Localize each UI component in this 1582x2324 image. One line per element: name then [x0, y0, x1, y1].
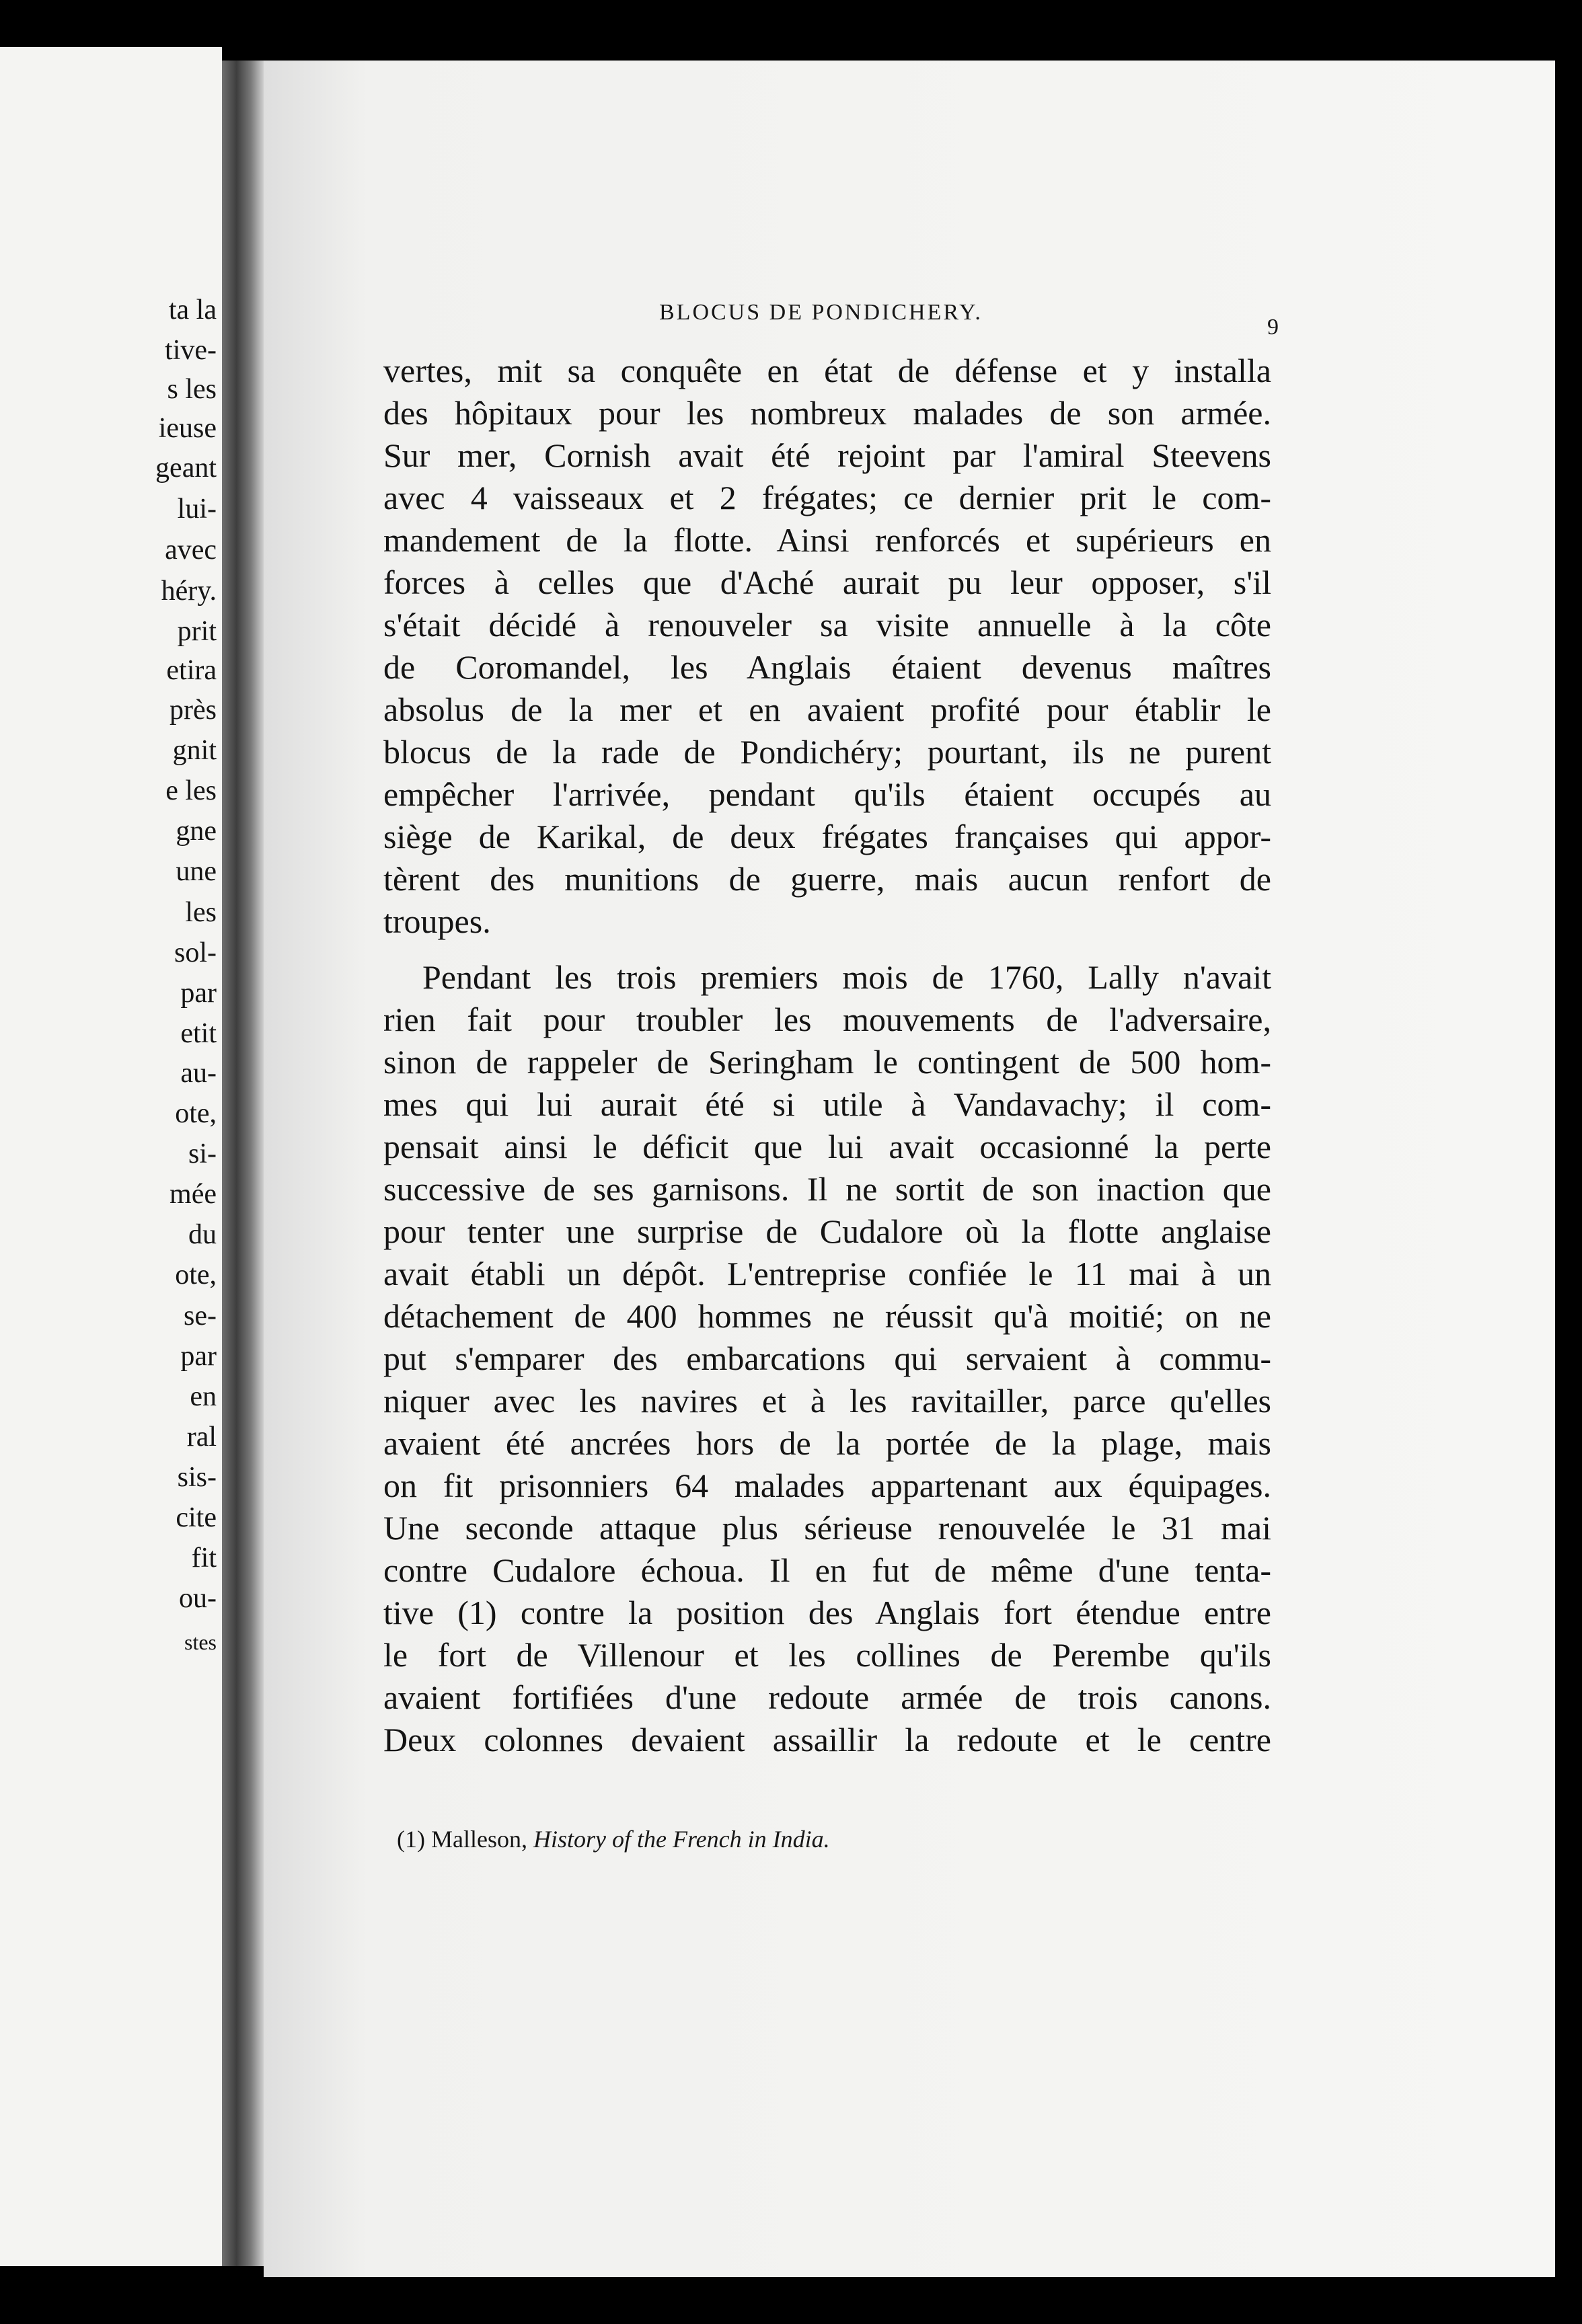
text-line: mandement de la flotte. Ainsi renforcés et supérieurs en — [383, 521, 1271, 559]
facing-page-word-fragment: ta la — [168, 295, 217, 325]
facing-page-word-fragment: etira — [166, 655, 217, 686]
facing-page-word-fragment: au- — [180, 1058, 217, 1089]
facing-page-word-fragment: avec — [165, 535, 217, 566]
text-line: put s'emparer des embarcations qui servaient à commu- — [383, 1340, 1271, 1377]
facing-page-word-fragment: ou- — [179, 1583, 217, 1614]
facing-page-word-fragment: e les — [165, 775, 217, 806]
text-line: tive (1) contre la position des Anglais fort étendue entre — [383, 1594, 1271, 1631]
facing-page-word-fragment: par — [180, 1341, 217, 1372]
facing-page-word-fragment: geant — [155, 453, 217, 483]
text-line: absolus de la mer et en avaient profité pour établir le — [383, 691, 1271, 728]
text-line: on fit prisonniers 64 malades appartenant aux équipages. — [383, 1467, 1271, 1504]
facing-page-word-fragment: ote, — [175, 1260, 217, 1290]
facing-page-word-fragment: les — [185, 897, 217, 928]
text-line: avaient été ancrées hors de la portée de la plage, mais — [383, 1424, 1271, 1462]
footnote — [397, 1825, 830, 1853]
facing-page-word-fragment: sol- — [174, 937, 217, 968]
facing-page-word-fragment: gne — [176, 816, 217, 847]
footnote-marker: (1) — [397, 1826, 425, 1853]
book-gutter — [222, 47, 264, 2266]
facing-page-word-fragment: tive- — [165, 335, 217, 366]
facing-page-word-fragment: se- — [184, 1301, 217, 1331]
facing-page-word-fragment: prit — [177, 616, 217, 647]
facing-page-word-fragment: ieuse — [158, 413, 217, 444]
footnote-author: Malleson, — [430, 1826, 527, 1853]
facing-page-word-fragment: si- — [188, 1138, 217, 1169]
facing-page-word-fragment: cite — [176, 1502, 217, 1533]
facing-page-word-fragment: fit — [191, 1543, 217, 1574]
text-line: avec 4 vaisseaux et 2 frégates; ce dernier prit le com- — [383, 479, 1271, 516]
facing-page-word-fragment: héry. — [161, 576, 217, 607]
facing-page-word-fragment: près — [170, 695, 217, 726]
text-line: vertes, mit sa conquête en état de défense et y installa — [383, 352, 1271, 389]
scan-top-edge — [222, 0, 1582, 61]
paragraph — [383, 350, 1271, 943]
text-line: mes qui lui aurait été si utile à Vandavachy; il com- — [383, 1085, 1271, 1123]
text-line: empêcher l'arrivée, pendant qu'ils étaient occupés au — [383, 775, 1271, 813]
text-line: rien fait pour troubler les mouvements de l'adversaire, — [383, 1001, 1271, 1038]
facing-page-word-fragment: lui- — [177, 494, 217, 525]
text-line: troupes. — [383, 902, 491, 940]
text-line: tèrent des munitions de guerre, mais aucun renfort de — [383, 860, 1271, 898]
footnote-title: History of the French in India. — [533, 1826, 830, 1853]
text-line: Pendant les trois premiers mois de 1760, Lally n'avait — [422, 958, 1271, 996]
page-number: 9 — [1267, 315, 1279, 340]
text-line: blocus de la rade de Pondichéry; pourtant, ils ne purent — [383, 733, 1271, 771]
paragraph — [383, 956, 1271, 1761]
text-line: le fort de Villenour et les collines de Perembe qu'ils — [383, 1636, 1271, 1674]
facing-page-word-fragment: ote, — [175, 1098, 217, 1129]
facing-page-fragment — [0, 47, 222, 2266]
facing-page-word-fragment: ral — [186, 1422, 217, 1452]
body-text — [383, 350, 1271, 1761]
text-line: avaient fortifiées d'une redoute armée de trois canons. — [383, 1678, 1271, 1716]
text-line: successive de ses garnisons. Il ne sortit de son inaction que — [383, 1170, 1271, 1208]
text-line: contre Cudalore échoua. Il en fut de même d'une tenta- — [383, 1551, 1271, 1589]
paragraph-gap — [383, 943, 1271, 956]
facing-page-word-fragment: en — [190, 1381, 217, 1412]
text-line: pour tenter une surprise de Cudalore où la flotte anglaise — [383, 1212, 1271, 1250]
text-line: forces à celles que d'Aché aurait pu leur opposer, s'il — [383, 564, 1271, 601]
text-line: pensait ainsi le déficit que lui avait occasionné la perte — [383, 1128, 1271, 1165]
facing-page-word-fragment: par — [180, 978, 217, 1009]
text-line: sinon de rappeler de Seringham le contingent de 500 hom- — [383, 1043, 1271, 1081]
facing-page-word-fragment: etit — [180, 1018, 217, 1049]
facing-page-word-fragment: mée — [170, 1179, 217, 1210]
running-head: BLOCUS DE PONDICHERY. — [659, 300, 983, 325]
text-line: avait établi un dépôt. L'entreprise confiée le 11 mai à un — [383, 1255, 1271, 1292]
text-line: Sur mer, Cornish avait été rejoint par l'amiral Steevens — [383, 436, 1271, 474]
text-line: niquer avec les navires et à les ravitailler, parce qu'elles — [383, 1382, 1271, 1420]
facing-page-word-fragment: gnit — [172, 735, 217, 766]
text-line: Une seconde attaque plus sérieuse renouvelée le 31 mai — [383, 1509, 1271, 1547]
text-line: s'était décidé à renouveler sa visite annuelle à la côte — [383, 606, 1271, 644]
facing-page-word-fragment: une — [176, 856, 217, 887]
facing-page-word-fragment: s les — [167, 374, 217, 405]
text-line: de Coromandel, les Anglais étaient devenus maîtres — [383, 648, 1271, 686]
facing-page-word-fragment: sis- — [177, 1462, 217, 1493]
text-line: détachement de 400 hommes ne réussit qu'à moitié; on ne — [383, 1297, 1271, 1335]
facing-page-word-fragment: stes — [184, 1630, 217, 1654]
text-line: siège de Karikal, de deux frégates françaises qui appor- — [383, 818, 1271, 855]
text-line: Deux colonnes devaient assaillir la redoute et le centre — [383, 1721, 1271, 1758]
facing-page-word-fragment: du — [188, 1219, 217, 1250]
text-line: des hôpitaux pour les nombreux malades de son armée. — [383, 394, 1271, 432]
